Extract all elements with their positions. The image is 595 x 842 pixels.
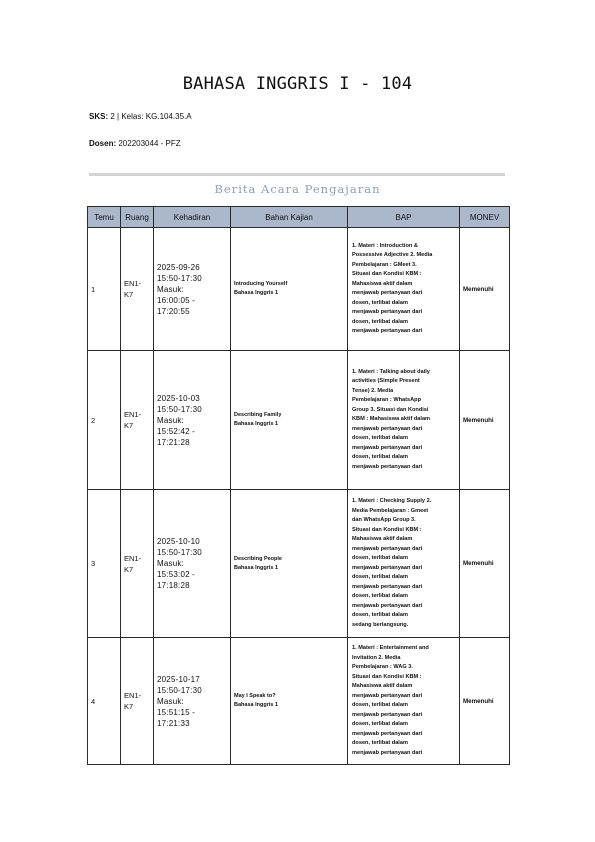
kehadiran-line: 17:20:55 [157, 306, 190, 316]
bap-line: dosen, terlibat dalam [352, 435, 408, 442]
kehadiran-line: 15:50-17:30 [157, 404, 202, 414]
kehadiran-line: 15:52:42 - [157, 426, 196, 436]
kehadiran-line: 2025-10-17 [157, 674, 200, 684]
bahan-line: Bahasa Inggris 1 [234, 564, 279, 571]
bap-line: Mahasiswa aktif dalam [352, 683, 413, 689]
bap-line: menjawab pertanyaan dari [352, 309, 423, 315]
bap-line: dosen, terlibat dalam [352, 555, 408, 561]
cell-kehadiran [154, 638, 231, 765]
bap-line: Tense) 2. Media [352, 387, 394, 394]
bap-line: menjawab pertanyaan dari [352, 545, 423, 552]
kehadiran-line: Masuk: [157, 559, 184, 568]
kehadiran-line: Masuk: [157, 696, 184, 706]
ruang-line: K7 [124, 702, 134, 711]
ruang-line: K7 [124, 564, 134, 574]
kehadiran-line: 17:18:28 [157, 581, 190, 590]
kehadiran-line: 15:53:02 - [157, 570, 196, 579]
bap-line: menjawab pertanyaan dari [352, 749, 423, 756]
bap-line: dosen, terlibat dalam [352, 299, 408, 306]
cell-monev: Memenuhi [460, 351, 510, 490]
bap-line: menjawab pertanyaan dari [352, 583, 423, 590]
ruang-line: K7 [124, 421, 134, 430]
bap-line: 1. Materi : Introduction & [352, 242, 418, 249]
kehadiran-line: 16:00:05 - [157, 295, 196, 305]
bap-line: menjawab pertanyaan dari [352, 692, 423, 699]
bahan-line: Bahasa Inggris 1 [234, 702, 279, 708]
bap-line: Situasi dan Kondisi KBM : [352, 673, 422, 680]
page-title: BAHASA INGGRIS I - 104 [182, 74, 413, 94]
kehadiran-line: 15:51:15 - [157, 707, 196, 717]
sks-kelas-line [89, 112, 192, 121]
cell-temu: 1 [88, 228, 121, 351]
bap-line: Situasi dan Kondisi KBM : [352, 271, 422, 277]
kehadiran-line: 2025-09-26 [157, 262, 200, 272]
cell-bap [348, 490, 460, 638]
bahan-line: Bahasa Inggris 1 [234, 421, 279, 427]
kehadiran-line: Masuk: [157, 284, 184, 294]
sks-label: SKS: [89, 112, 109, 121]
bap-line: dosen, terlibat dalam [352, 721, 408, 727]
bahan-line: Describing People [234, 555, 282, 562]
bap-line: Invitation 2. Media [352, 654, 401, 661]
bahan-line: Describing Family [234, 412, 282, 418]
col-header-bap: BAP [348, 207, 460, 228]
bap-line: Situasi dan Kondisi KBM : [352, 526, 422, 533]
col-header-bahan-kajian: Bahan Kajian [231, 207, 348, 228]
bap-line: 1. Materi : Entertainment and [352, 645, 429, 651]
bap-line: dosen, terlibat dalam [352, 593, 408, 599]
bap-line: Pembelajaran : WAG 3. [352, 664, 413, 670]
bap-line: Pembelajaran : GMeet 3. [352, 261, 417, 268]
cell-ruang [121, 228, 154, 351]
kehadiran-line: 15:50-17:30 [157, 548, 202, 557]
bap-line: Pembelajaran : WhatsApp [352, 397, 422, 404]
dosen-value: 202203044 - PFZ [118, 139, 181, 148]
bap-line: menjawab pertanyaan dari [352, 290, 423, 296]
cell-temu: 2 [88, 351, 121, 490]
bap-line: dosen, terlibat dalam [352, 612, 408, 618]
ruang-line: EN1- [124, 553, 142, 563]
kehadiran-line: 17:21:28 [157, 437, 190, 447]
kehadiran-line: 15:50-17:30 [157, 273, 202, 283]
kehadiran-line: 17:21:33 [157, 718, 190, 728]
ruang-line: EN1- [124, 279, 142, 288]
cell-monev: Memenuhi [460, 490, 510, 638]
section-divider [89, 173, 505, 176]
table-header-row [88, 207, 510, 228]
bap-line: dosen, terlibat dalam [352, 454, 408, 461]
kehadiran-line: Masuk: [157, 415, 184, 425]
col-header-temu: Temu [88, 207, 121, 228]
table-row [88, 351, 510, 490]
section-subtitle: Berita Acara Pengajaran [214, 182, 381, 196]
ruang-line: EN1- [124, 410, 142, 419]
bap-line: 1. Materi : Checking Supply 2. [352, 498, 432, 504]
bap-line: menjawab pertanyaan dari [352, 425, 423, 432]
bap-line: menjawab pertanyaan dari [352, 711, 423, 718]
cell-bap [348, 638, 460, 765]
cell-bap [348, 228, 460, 351]
bap-line: dosen, terlibat dalam [352, 702, 408, 708]
cell-ruang [121, 351, 154, 490]
bap-line: menjawab pertanyaan dari [352, 730, 423, 737]
bap-line: activities (Simple Present [352, 378, 420, 385]
cell-temu: 4 [88, 638, 121, 765]
col-header-monev: MONEV [460, 207, 510, 228]
bap-line: menjawab pertanyaan dari [352, 564, 423, 571]
table-row [88, 228, 510, 351]
cell-bahan-kajian [231, 638, 348, 765]
bap-line: dosen, terlibat dalam [352, 740, 408, 746]
bap-line: Mahasiswa aktif dalam [352, 280, 413, 287]
dosen-line [89, 139, 181, 148]
bap-table [87, 206, 510, 765]
bap-line: menjawab pertanyaan dari [352, 602, 423, 609]
bap-line: KBM : Mahasiswa aktif dalam [352, 416, 431, 423]
bap-line: 1. Materi : Talking about daily [352, 368, 430, 375]
bap-line: menjawab pertanyaan dari [352, 444, 423, 451]
cell-ruang [121, 490, 154, 638]
bap-line: Possessive Adjective 2. Media [352, 252, 433, 258]
bap-line: menjawab pertanyaan dari [352, 463, 423, 470]
bahan-line: Introducing Yourself [234, 281, 288, 287]
table-row [88, 490, 510, 638]
ruang-line: EN1- [124, 691, 142, 700]
bahan-line: Bahasa Inggris 1 [234, 290, 279, 296]
cell-bahan-kajian [231, 490, 348, 638]
bap-line: Group 3. Situasi dan Kondisi [352, 406, 429, 413]
bap-line: Mahasiswa aktif dalam [352, 536, 413, 542]
bap-line: dosen, terlibat dalam [352, 318, 408, 325]
bahan-line: May I Speak to? [234, 693, 276, 699]
cell-kehadiran [154, 490, 231, 638]
cell-bahan-kajian [231, 228, 348, 351]
kehadiran-line: 2025-10-03 [157, 393, 200, 403]
bap-line: Media Pembelajaran : Gmeet [352, 507, 429, 514]
dosen-label: Dosen: [89, 139, 117, 148]
kehadiran-line: 2025-10-10 [157, 537, 200, 546]
table-body [88, 228, 510, 765]
bap-line: dan WhatsApp Group 3. [352, 517, 416, 523]
cell-kehadiran [154, 228, 231, 351]
col-header-kehadiran: Kehadiran [154, 207, 231, 228]
bap-line: dosen, terlibat dalam [352, 574, 408, 580]
cell-bap [348, 351, 460, 490]
cell-monev: Memenuhi [460, 228, 510, 351]
cell-ruang [121, 638, 154, 765]
bap-line: sedang berlangsung. [352, 621, 409, 628]
sks-kelas-value: 2 | Kelas: KG.104.35.A [110, 112, 192, 121]
kehadiran-line: 15:50-17:30 [157, 685, 202, 695]
cell-bahan-kajian [231, 351, 348, 490]
table-row [88, 638, 510, 765]
cell-temu: 3 [88, 490, 121, 638]
col-header-ruang: Ruang [121, 207, 154, 228]
bap-line: menjawab pertanyaan dari [352, 328, 423, 334]
cell-monev: Memenuhi [460, 638, 510, 765]
cell-kehadiran [154, 351, 231, 490]
ruang-line: K7 [124, 290, 134, 299]
